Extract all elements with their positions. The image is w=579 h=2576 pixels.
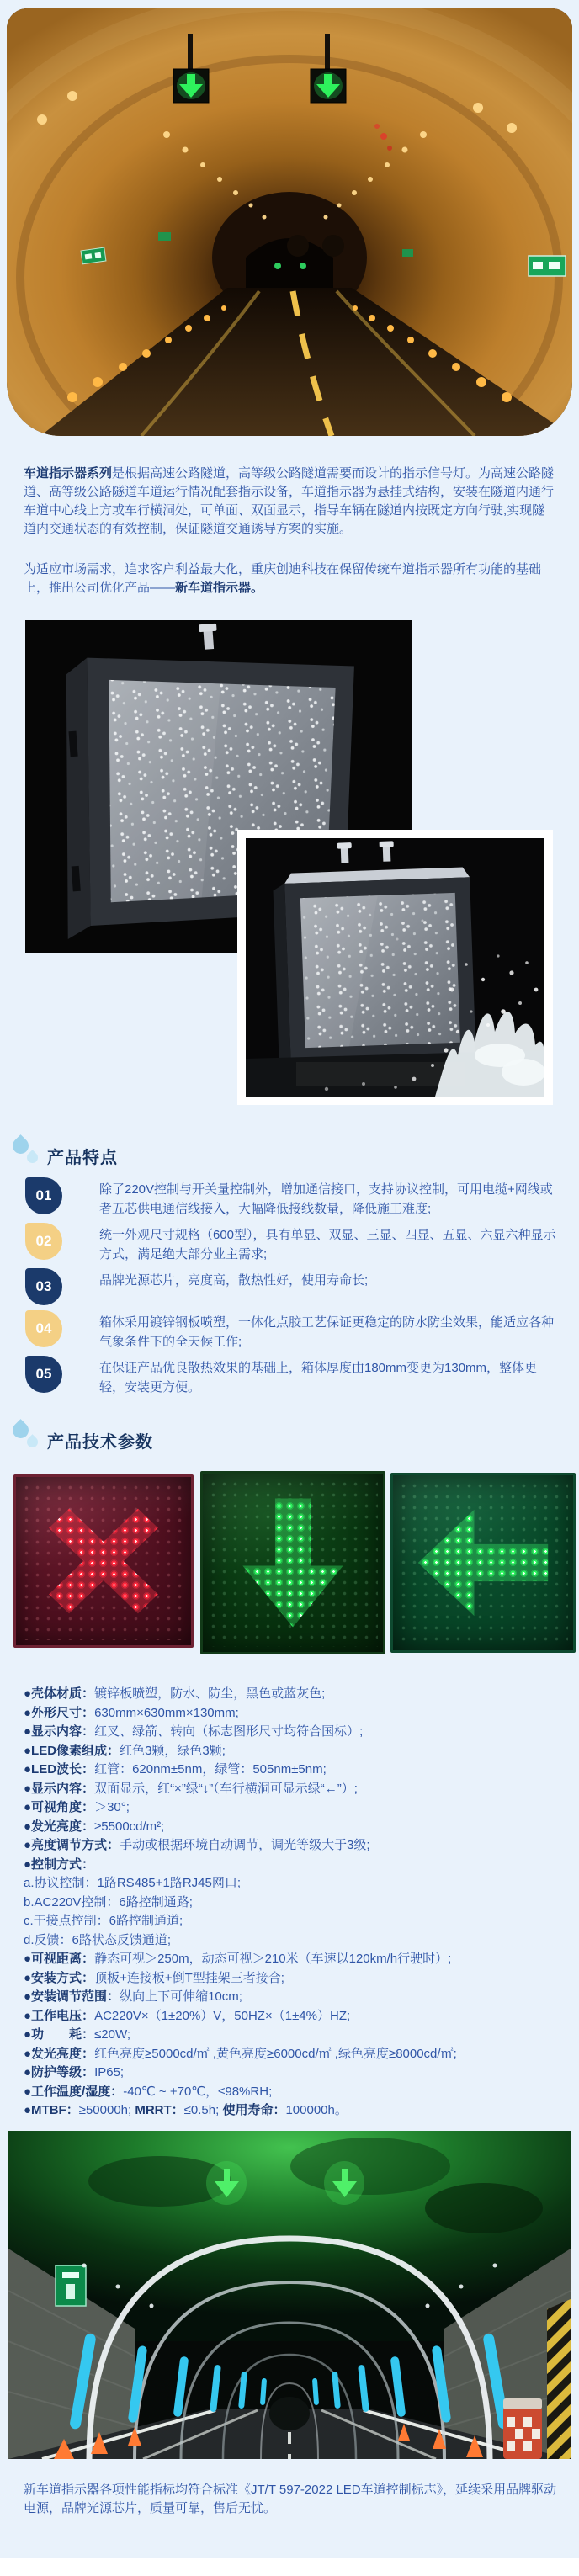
feature-item-05 — [25, 1358, 557, 1397]
bold-text: ●发光亮度： — [24, 1819, 95, 1834]
bold-text: 使用寿命： — [222, 2103, 286, 2117]
spec-line — [24, 1761, 569, 1780]
text: 红管：620nm±5nm，绿管：505nm±5nm; — [94, 1762, 327, 1777]
text: 双面显示，红“×”绿“↓”（车行横洞可显示绿“←”）; — [94, 1781, 358, 1796]
spec-line — [24, 2083, 569, 2102]
text: b.AC220V控制：6路控制通路; — [24, 1894, 193, 1909]
text: 镀锌板喷塑，防水、防尘，黑色或蓝灰色; — [94, 1686, 326, 1701]
exit-sign-left — [81, 247, 106, 264]
led-panel-green-left — [390, 1473, 576, 1653]
led-panel-red-x — [13, 1474, 194, 1648]
text: ≥5500cd/m²; — [94, 1819, 165, 1834]
feature-text: 在保证产品优良散热效果的基础上，箱体厚度由180mm变更为130mm，整体更轻，安装更方便。 — [99, 1361, 538, 1394]
spec-line — [24, 2026, 569, 2045]
tunnel-photo-top — [7, 8, 572, 436]
intro-paragraph-2 — [24, 560, 557, 598]
text: 红色3颗，绿色3颗; — [120, 1743, 226, 1758]
spec-line — [24, 2063, 569, 2083]
features-title: 产品特点 — [47, 1149, 118, 1167]
crash-barrel — [503, 2398, 542, 2459]
bold-text: ●LED像素组成： — [24, 1743, 120, 1758]
feature-item-01 — [25, 1180, 557, 1225]
text: AC220V×（1±20%）V，50HZ×（1±4%）HZ; — [94, 2008, 351, 2023]
specs-title: 产品技术参数 — [47, 1433, 153, 1452]
features-header — [12, 1133, 348, 1176]
text: d.反馈：6路状态反馈通道; — [24, 1932, 172, 1947]
spec-line — [24, 1685, 569, 1704]
footer-paragraph — [24, 2481, 559, 2518]
page-bottom-margin — [0, 2558, 579, 2576]
jet-fan — [287, 235, 309, 257]
green-down-arrow-icon — [187, 74, 195, 85]
spec-line — [24, 1798, 569, 1818]
sign-box-splash-photo — [246, 838, 544, 1097]
specs-list — [24, 1685, 569, 2121]
spec-line — [24, 1874, 569, 1893]
spec-line — [24, 2101, 569, 2121]
bold-text: ●安装方式： — [24, 1970, 95, 1985]
spec-line — [24, 2007, 569, 2026]
feature-number-badge: 01 — [25, 1177, 62, 1214]
feature-number-badge: 02 — [25, 1223, 62, 1260]
text: 顶板+连接板+倒T型挂架三者接合; — [94, 1970, 284, 1985]
spec-line — [24, 1836, 569, 1856]
text: 手动或根据环境自动调节，调光等级大于3级; — [120, 1838, 370, 1852]
water-drops-icon — [12, 1419, 42, 1459]
text: 是根据高速公路隧道，高等级公路隧道需要而设计的指示信号灯。为高速公路隧道、高等级公路隧道车道运行情况配套指示设备，车道指示器为悬挂式结构，安装在隧道内通行车道中心线上方或车行横洞处，可单面、双面显示，指导车辆在隧道内按既定方向行驶,实现隧道内交通状态的有效控制，保证隧道交通诱导方案的实施。 — [24, 466, 555, 536]
bold-text: MRRT： — [135, 2103, 184, 2117]
tunnel-photo-top-illustration — [7, 8, 572, 436]
text: 100000h。 — [285, 2103, 348, 2117]
features-list — [25, 1180, 557, 1397]
bold-text: ●MTBF： — [24, 2103, 79, 2117]
text: c.干接点控制：6路控制通道; — [24, 1914, 183, 1928]
spec-line — [24, 1988, 569, 2007]
exit-sign-left — [56, 2265, 86, 2306]
spec-line — [24, 1780, 569, 1799]
led-panel-green-down — [200, 1471, 385, 1654]
text: ≤0.5h; — [183, 2103, 223, 2117]
feature-item-04 — [25, 1313, 557, 1358]
text: ≥50000h; — [78, 2103, 135, 2117]
feature-number-badge: 05 — [25, 1356, 62, 1393]
intro-paragraph-1 — [24, 465, 557, 539]
bold-text: ●发光亮度： — [24, 2046, 95, 2061]
bold-text: ●亮度调节方式： — [24, 1838, 120, 1852]
tunnel-photo-bottom — [8, 2131, 571, 2459]
text: 为适应市场需求，追求客户利益最大化，重庆创迪科技在保留传统车道指示器所有功能的基础上，推出公司优化产品—— — [24, 562, 542, 595]
text: ≤20W; — [94, 2027, 131, 2042]
bold-text: ●工作温度/湿度： — [24, 2084, 124, 2099]
text: 红叉、绿箭、转向（标志图形尺寸均符合国标）; — [94, 1724, 364, 1739]
specs-header — [12, 1417, 348, 1461]
text: 纵向上下可伸缩10cm; — [120, 1989, 242, 2004]
feature-text: 除了220V控制与开关量控制外，增加通信接口，支持协议控制，可用电缆+网线或者五芯供电通信线接入，大幅降低接线数量，降低施工难度; — [99, 1182, 553, 1216]
spec-line — [24, 1723, 569, 1742]
bold-text: ●可视距离： — [24, 1952, 95, 1966]
text: 630mm×630mm×130mm; — [94, 1705, 239, 1720]
bold-text: ●控制方式： — [24, 1856, 95, 1872]
water-drops-icon — [12, 1134, 42, 1175]
text: 新车道指示器各项性能指标均符合标准《JT/T 597-2022 LED车道控制标志》，延续采用品牌驱动电源，品牌光源芯片，质量可靠，售后无忧。 — [24, 2483, 557, 2515]
jet-fan — [322, 235, 344, 257]
feature-number-badge: 03 — [25, 1268, 62, 1305]
spec-line — [24, 1931, 569, 1951]
bold-text: ●工作电压： — [24, 2008, 95, 2023]
bold-text: 车道指示器系列 — [24, 466, 113, 481]
bold-text: ●可视角度： — [24, 1800, 95, 1814]
feature-number-badge: 04 — [25, 1310, 62, 1347]
bold-text: ●显示内容： — [24, 1781, 95, 1796]
feature-text: 统一外观尺寸规格（600型），具有单显、双显、三显、四显、五显、六显六种显示方式，满足绝大部分业主需求; — [99, 1228, 556, 1261]
bold-text: ●防护等级： — [24, 2065, 95, 2079]
spec-line — [24, 1704, 569, 1724]
spec-line — [24, 1969, 569, 1989]
spec-line — [24, 1742, 569, 1761]
spec-line — [24, 1856, 569, 1875]
text: ＞30°; — [94, 1800, 130, 1814]
text: IP65; — [94, 2065, 125, 2079]
tunnel-photo-bottom-illustration — [8, 2131, 571, 2459]
spec-line — [24, 1818, 569, 1837]
spec-line — [24, 2045, 569, 2064]
bold-text: 新车道指示器。 — [175, 581, 264, 595]
text: a.协议控制：1路RS485+1路RJ45网口; — [24, 1876, 242, 1890]
product-photo-splash — [237, 830, 553, 1105]
bold-text: ●LED波长： — [24, 1762, 95, 1777]
bold-text: ●功 耗： — [24, 2027, 95, 2042]
spec-line — [24, 1912, 569, 1931]
feature-item-02 — [25, 1225, 557, 1271]
spec-line — [24, 1893, 569, 1913]
exit-sign-right — [529, 256, 566, 276]
text: -40℃ ~ +70℃，≤98%RH; — [123, 2084, 273, 2099]
text: 红色亮度≥5000cd/㎡ ,黄色亮度≥6000cd/㎡ ,绿色亮度≥8000cd/㎡; — [94, 2046, 457, 2061]
feature-item-03 — [25, 1271, 557, 1313]
text: 静态可视＞250m，动态可视＞210米（车速以120km/h行驶时）; — [94, 1952, 452, 1966]
bold-text: ●壳体材质： — [24, 1686, 95, 1701]
bold-text: ●显示内容： — [24, 1724, 95, 1739]
green-down-arrow-icon — [324, 74, 332, 85]
bold-text: ●外形尺寸： — [24, 1705, 95, 1720]
hazard-stripes — [547, 2299, 571, 2459]
spec-line — [24, 1950, 569, 1969]
feature-text: 箱体采用镀锌钢板喷塑，一体化点胶工艺保证更稳定的防水防尘效果，能适应各种气象条件下的全天候工作; — [99, 1315, 555, 1349]
feature-text: 品牌光源芯片，亮度高，散热性好，使用寿命长; — [99, 1273, 369, 1288]
bold-text: ●安装调节范围： — [24, 1989, 120, 2004]
